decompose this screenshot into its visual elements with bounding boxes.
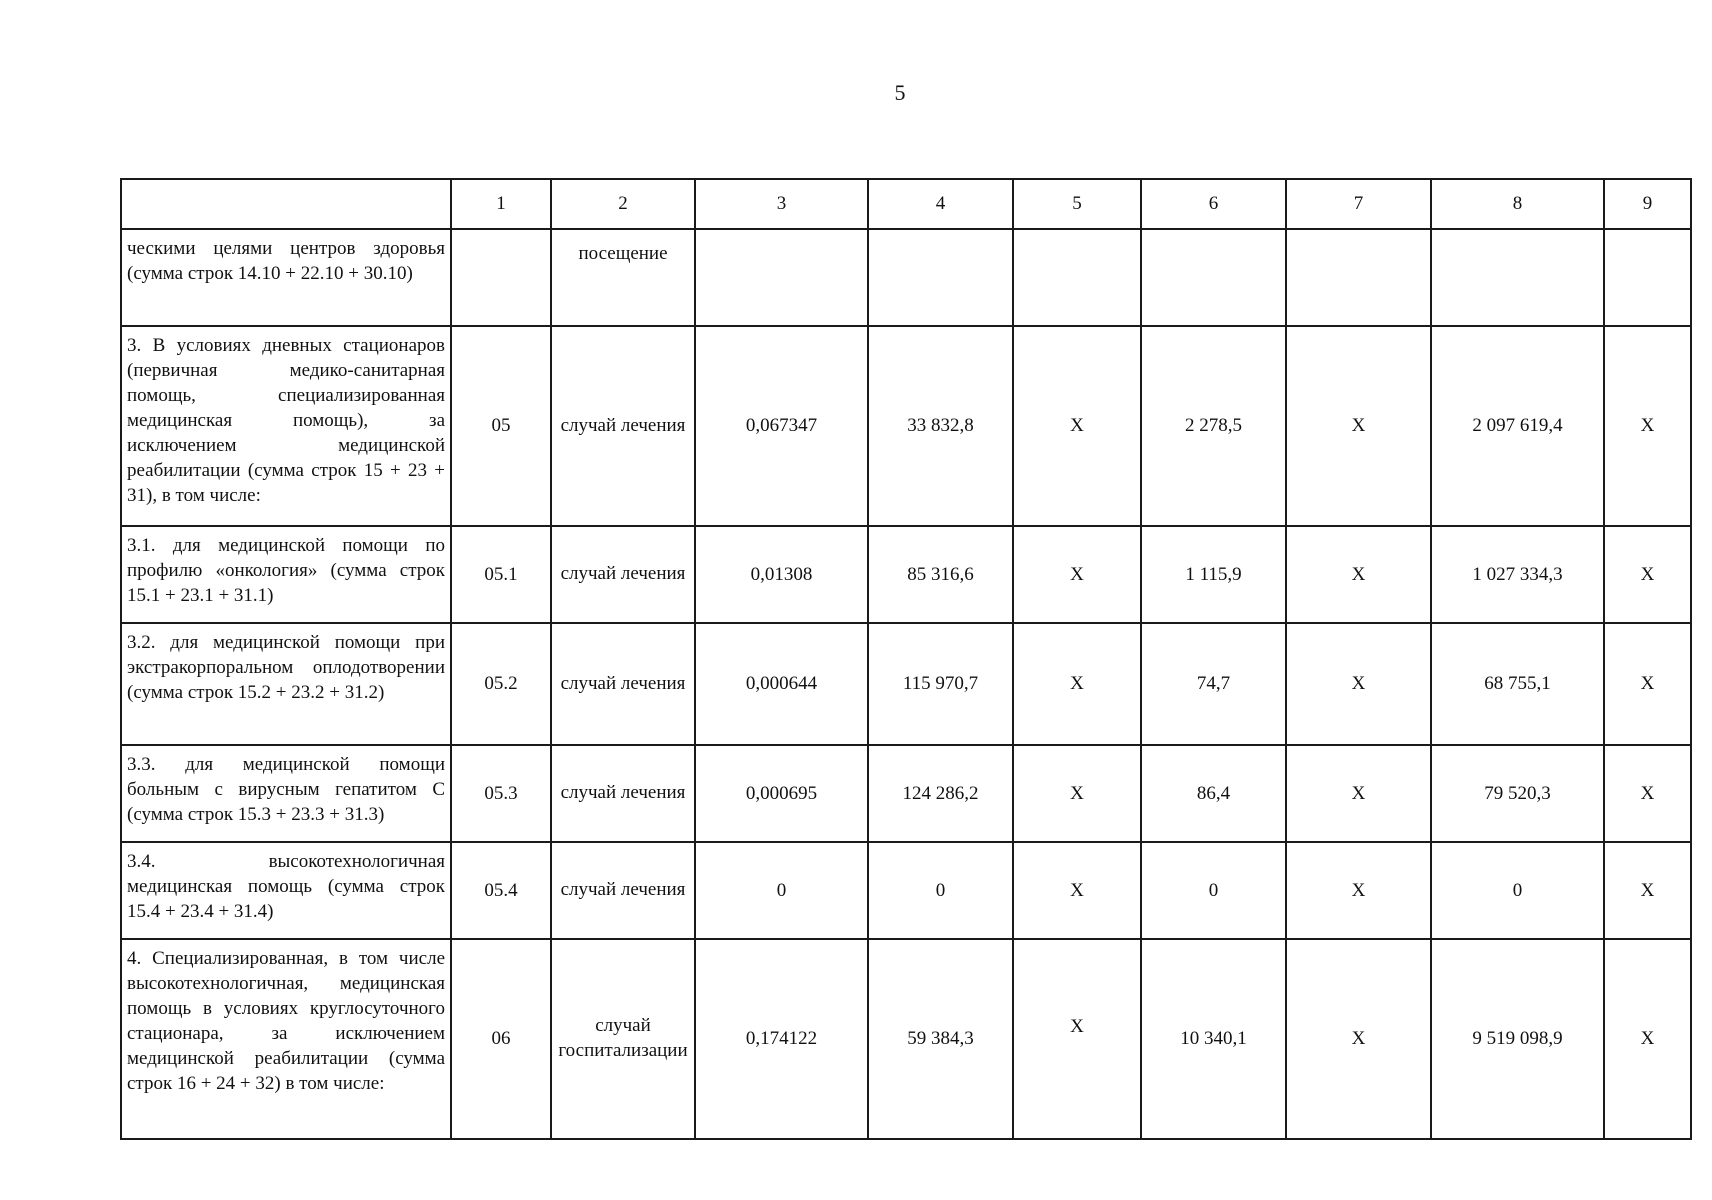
row-unit: посещение bbox=[551, 229, 695, 326]
row-col-5: X bbox=[1013, 623, 1141, 745]
row-col-5-value: X bbox=[1070, 1016, 1084, 1038]
table-row bbox=[121, 326, 1691, 526]
row-col-5: X bbox=[1013, 526, 1141, 623]
row-col-9: X bbox=[1604, 842, 1691, 939]
row-col-5: X bbox=[1013, 326, 1141, 526]
row-code: 05.2 bbox=[451, 623, 551, 745]
row-col-8: 9 519 098,9 bbox=[1431, 939, 1604, 1139]
row-col-9: X bbox=[1604, 326, 1691, 526]
row-col-5: X bbox=[1013, 842, 1141, 939]
row-col-7: X bbox=[1286, 842, 1431, 939]
row-col-8 bbox=[1431, 229, 1604, 326]
row-col-7: X bbox=[1286, 526, 1431, 623]
table-row bbox=[121, 745, 1691, 842]
row-col-5 bbox=[1013, 939, 1141, 1139]
row-col-4: 0 bbox=[868, 842, 1013, 939]
table-row bbox=[121, 842, 1691, 939]
row-code: 05 bbox=[451, 326, 551, 526]
row-col-6: 1 115,9 bbox=[1141, 526, 1286, 623]
row-col-4: 124 286,2 bbox=[868, 745, 1013, 842]
row-code: 05.3 bbox=[451, 745, 551, 842]
row-col-8: 1 027 334,3 bbox=[1431, 526, 1604, 623]
row-code: 06 bbox=[451, 939, 551, 1139]
row-col-6: 10 340,1 bbox=[1141, 939, 1286, 1139]
row-col-7: X bbox=[1286, 745, 1431, 842]
row-code: 05.1 bbox=[451, 526, 551, 623]
row-description: 3.3. для медицинской помощи больным с вирусным гепатитом С (сумма строк 15.3 + 23.3 + 31.3) bbox=[121, 745, 451, 842]
row-unit: случай лечения bbox=[551, 326, 695, 526]
row-col-9 bbox=[1604, 229, 1691, 326]
row-description: ческими целями центров здоровья (сумма строк 14.10 + 22.10 + 30.10) bbox=[121, 229, 451, 326]
table-header-row bbox=[121, 179, 1691, 229]
row-col-3: 0,000695 bbox=[695, 745, 868, 842]
row-col-8: 0 bbox=[1431, 842, 1604, 939]
row-unit: случай лечения bbox=[551, 623, 695, 745]
row-description: 3.4. высокотехнологичная медицинская помощь (сумма строк 15.4 + 23.4 + 31.4) bbox=[121, 842, 451, 939]
row-col-8: 2 097 619,4 bbox=[1431, 326, 1604, 526]
header-cell-9: 9 bbox=[1604, 179, 1691, 229]
row-col-4: 115 970,7 bbox=[868, 623, 1013, 745]
page-number: 5 bbox=[894, 80, 906, 105]
row-col-4 bbox=[868, 229, 1013, 326]
row-col-7: X bbox=[1286, 939, 1431, 1139]
row-unit: случай лечения bbox=[551, 526, 695, 623]
row-col-6: 0 bbox=[1141, 842, 1286, 939]
row-col-4: 33 832,8 bbox=[868, 326, 1013, 526]
header-cell-5: 5 bbox=[1013, 179, 1141, 229]
row-col-4: 85 316,6 bbox=[868, 526, 1013, 623]
row-description: 3.1. для медицинской помощи по профилю «онкология» (сумма строк 15.1 + 23.1 + 31.1) bbox=[121, 526, 451, 623]
row-col-7 bbox=[1286, 229, 1431, 326]
row-code: 05.4 bbox=[451, 842, 551, 939]
row-col-3: 0 bbox=[695, 842, 868, 939]
row-col-3: 0,174122 bbox=[695, 939, 868, 1139]
header-cell-7: 7 bbox=[1286, 179, 1431, 229]
header-cell-4: 4 bbox=[868, 179, 1013, 229]
row-col-3: 0,01308 bbox=[695, 526, 868, 623]
row-unit: случай госпитализации bbox=[551, 939, 695, 1139]
row-col-9: X bbox=[1604, 623, 1691, 745]
data-table bbox=[120, 178, 1692, 1140]
row-col-3 bbox=[695, 229, 868, 326]
table-row bbox=[121, 526, 1691, 623]
row-col-6: 86,4 bbox=[1141, 745, 1286, 842]
header-cell-6: 6 bbox=[1141, 179, 1286, 229]
row-unit: случай лечения bbox=[551, 842, 695, 939]
row-col-8: 68 755,1 bbox=[1431, 623, 1604, 745]
row-col-4: 59 384,3 bbox=[868, 939, 1013, 1139]
row-description: 4. Специализированная, в том числе высокотехнологичная, медицинская помощь в условиях круглосуточного стационара, за исключением медицинской реабилитации (сумма строк 16 + 24 + 32) в том числе: bbox=[121, 939, 451, 1139]
table-row bbox=[121, 229, 1691, 326]
row-col-6: 74,7 bbox=[1141, 623, 1286, 745]
row-col-5: X bbox=[1013, 745, 1141, 842]
row-col-5 bbox=[1013, 229, 1141, 326]
row-description: 3.2. для медицинской помощи при экстракорпоральном оплодотворении (сумма строк 15.2 + 23.2 + 31.2) bbox=[121, 623, 451, 745]
row-col-6 bbox=[1141, 229, 1286, 326]
row-col-8: 79 520,3 bbox=[1431, 745, 1604, 842]
header-cell-3: 3 bbox=[695, 179, 868, 229]
row-col-3: 0,067347 bbox=[695, 326, 868, 526]
header-cell-2: 2 bbox=[551, 179, 695, 229]
row-col-3: 0,000644 bbox=[695, 623, 868, 745]
row-col-7: X bbox=[1286, 623, 1431, 745]
row-code bbox=[451, 229, 551, 326]
row-col-9: X bbox=[1604, 939, 1691, 1139]
header-cell-label bbox=[121, 179, 451, 229]
header-cell-8: 8 bbox=[1431, 179, 1604, 229]
row-description: 3. В условиях дневных стационаров (первичная медико-санитарная помощь, специализированная медицинская помощь), за исключением медицинской реабилитации (сумма строк 15 + 23 + 31), в том числе: bbox=[121, 326, 451, 526]
table-row bbox=[121, 623, 1691, 745]
row-col-6: 2 278,5 bbox=[1141, 326, 1286, 526]
header-cell-1: 1 bbox=[451, 179, 551, 229]
row-col-7: X bbox=[1286, 326, 1431, 526]
row-unit: случай лечения bbox=[551, 745, 695, 842]
row-col-9: X bbox=[1604, 526, 1691, 623]
table-row bbox=[121, 939, 1691, 1139]
row-col-9: X bbox=[1604, 745, 1691, 842]
